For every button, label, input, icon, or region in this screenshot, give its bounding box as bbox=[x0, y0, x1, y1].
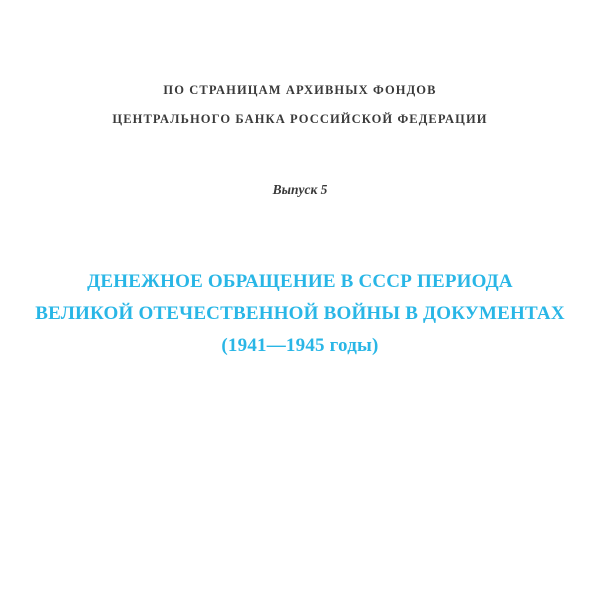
issue-number: Выпуск 5 bbox=[272, 182, 328, 197]
book-title bbox=[0, 266, 600, 362]
title-line-3: (1941—1945 годы) bbox=[221, 335, 379, 356]
series-line-1: ПО СТРАНИЦАМ АРХИВНЫХ ФОНДОВ bbox=[163, 83, 437, 97]
series-heading bbox=[0, 76, 600, 134]
series-line-2: ЦЕНТРАЛЬНОГО БАНКА РОССИЙСКОЙ ФЕДЕРАЦИИ bbox=[112, 112, 488, 126]
title-line-2: ВЕЛИКОЙ ОТЕЧЕСТВЕННОЙ ВОЙНЫ В ДОКУМЕНТАХ bbox=[35, 303, 565, 324]
title-line-1: ДЕНЕЖНОЕ ОБРАЩЕНИЕ В СССР ПЕРИОДА bbox=[87, 271, 513, 292]
